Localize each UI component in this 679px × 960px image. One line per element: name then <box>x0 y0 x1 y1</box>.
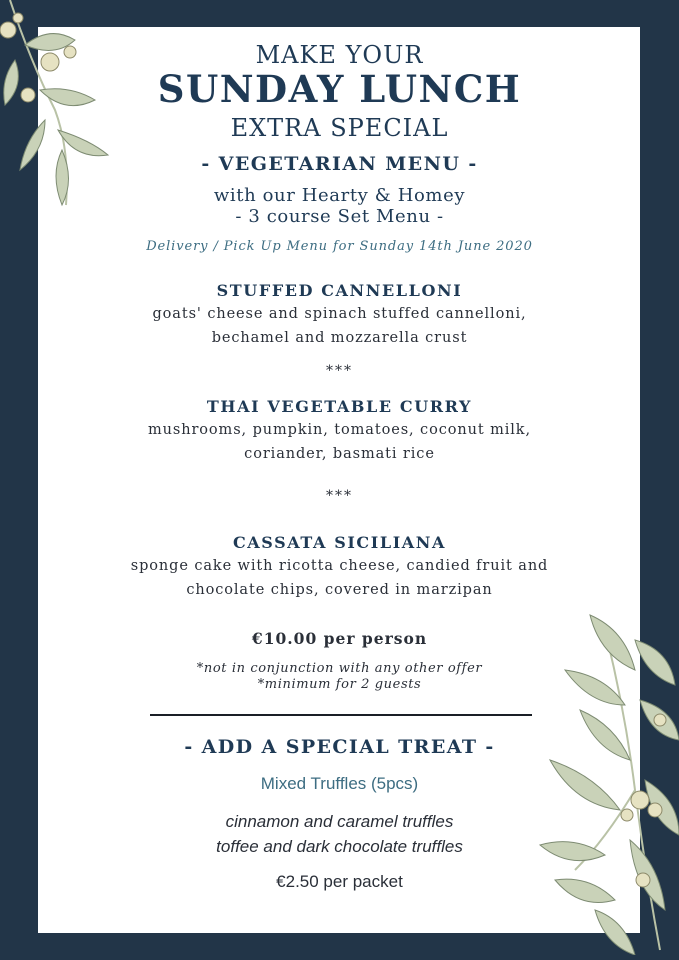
special-treat-item-2: toffee and dark chocolate truffles <box>216 837 463 856</box>
header-line-3: EXTRA SPECIAL <box>230 114 449 142</box>
header-line-1: MAKE YOUR <box>255 41 424 69</box>
special-treat-price: €2.50 per packet <box>276 872 403 891</box>
condition-line-2: *minimum for 2 guests <box>257 677 422 692</box>
separator-2: *** <box>326 488 353 504</box>
menu-title: - VEGETARIAN MENU - <box>201 153 478 175</box>
course-2-name: THAI VEGETABLE CURRY <box>206 397 473 416</box>
delivery-note: Delivery / Pick Up Menu for Sunday 14th June 2020 <box>146 239 533 254</box>
course-1-name: STUFFED CANNELLONI <box>216 281 463 300</box>
course-1-desc-line-2: bechamel and mozzarella crust <box>211 330 468 346</box>
header-title: SUNDAY LUNCH <box>157 67 522 111</box>
course-2-desc-line-1: mushrooms, pumpkin, tomatoes, coconut milk, <box>148 422 531 438</box>
set-menu-price: €10.00 per person <box>251 629 428 648</box>
section-divider <box>150 714 532 716</box>
course-1-desc-line-1: goats' cheese and spinach stuffed cannelloni, <box>152 306 527 322</box>
course-3-desc-line-1: sponge cake with ricotta cheese, candied fruit and <box>130 558 549 574</box>
subtitle-line-1: with our Hearty & Homey <box>213 185 466 206</box>
condition-line-1: *not in conjunction with any other offer <box>196 661 483 676</box>
subtitle-line-2: - 3 course Set Menu - <box>235 206 444 227</box>
special-treat-item-1: cinnamon and caramel truffles <box>225 812 454 831</box>
course-2-desc-line-2: coriander, basmati rice <box>244 446 435 462</box>
course-3-desc-line-2: chocolate chips, covered in marzipan <box>186 582 493 598</box>
special-treat-product: Mixed Truffles (5pcs) <box>260 774 419 793</box>
special-treat-title: - ADD A SPECIAL TREAT - <box>184 736 495 758</box>
separator-1: *** <box>326 363 353 379</box>
course-3-name: CASSATA SICILIANA <box>232 533 447 552</box>
